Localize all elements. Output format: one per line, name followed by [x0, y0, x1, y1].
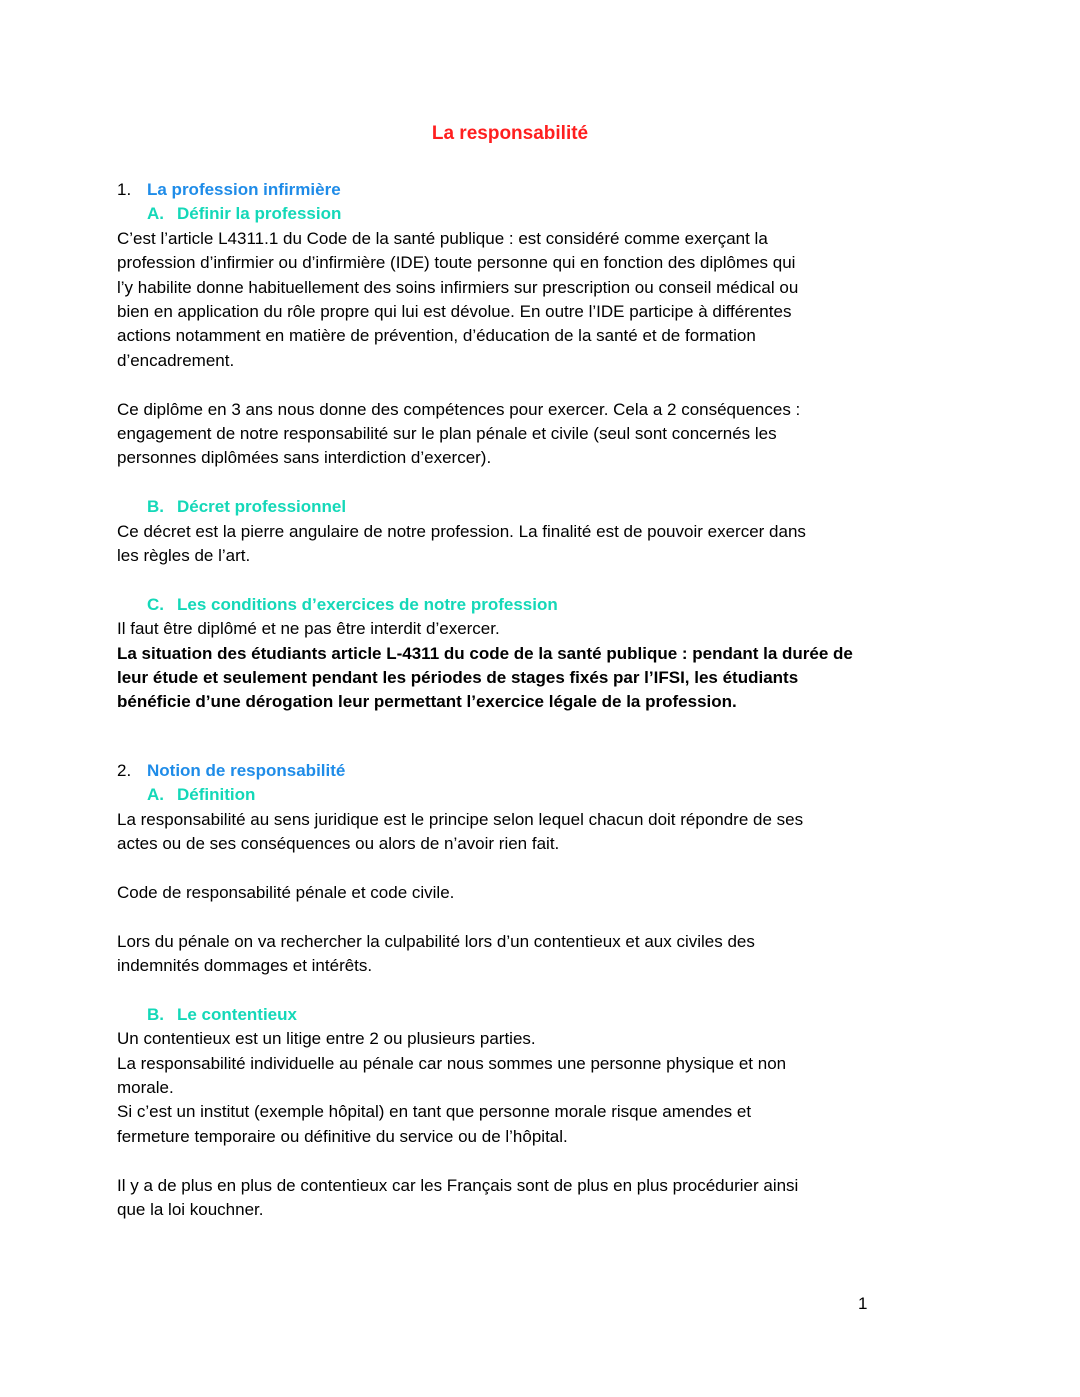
paragraph-line: Il y a de plus en plus de contentieux car les Français sont de plus en plus procédurier ainsi: [117, 1175, 799, 1195]
section-heading-1: [117, 178, 877, 202]
paragraph-line: personnes diplômées sans interdiction d’exercer).: [117, 448, 492, 468]
paragraph-line: profession d’infirmier ou d’infirmière (IDE) toute personne qui en fonction des diplômes qui: [117, 253, 796, 273]
paragraph-line: Code de responsabilité pénale et code civile.: [117, 882, 455, 902]
paragraph-line: morale.: [117, 1078, 174, 1098]
subsection-letter: A.: [147, 785, 164, 805]
paragraph-line: fermeture temporaire ou définitive du service ou de l’hôpital.: [117, 1126, 568, 1146]
paragraph-line: La responsabilité au sens juridique est le principe selon lequel chacun doit répondre de ses: [117, 809, 804, 829]
paragraph-line: engagement de notre responsabilité sur le plan pénale et civile (seul sont concernés les: [117, 424, 777, 444]
paragraph-line: Ce décret est la pierre angulaire de notre profession. La finalité est de pouvoir exercer dans: [117, 521, 806, 541]
spacer: [117, 856, 877, 880]
paragraph-line: l’y habilite donne habituellement des soins infirmiers sur prescription ou conseil médical ou: [117, 277, 799, 297]
spacer: [117, 905, 877, 929]
paragraph-line: Il faut être diplômé et ne pas être interdit d’exercer.: [117, 619, 500, 639]
subsection-title: Les conditions d’exercices de notre profession: [177, 594, 558, 614]
subsection-heading-1b: [117, 495, 877, 519]
subsection-letter: B.: [147, 497, 164, 517]
subsection-heading-1c: [117, 593, 877, 617]
subsection-title: Définition: [177, 785, 256, 805]
spacer: [117, 978, 877, 1002]
subsection-heading-2b: [117, 1003, 877, 1027]
subsection-title: Définir la profession: [177, 204, 342, 224]
section-heading-2: [117, 759, 877, 783]
paragraph-line: Lors du pénale on va rechercher la culpabilité lors d’un contentieux et aux civiles des: [117, 931, 755, 951]
paragraph-line: d’encadrement.: [117, 350, 235, 370]
section-number: 2.: [117, 760, 132, 780]
subsection-heading-1a: [117, 202, 877, 226]
paragraph-line: les règles de l’art.: [117, 546, 251, 566]
spacer: [117, 1149, 877, 1173]
spacer: [117, 568, 877, 592]
section-title: Notion de responsabilité: [147, 760, 346, 780]
paragraph-line: Ce diplôme en 3 ans nous donne des compétences pour exercer. Cela a 2 conséquences :: [117, 399, 801, 419]
paragraph-line: actes ou de ses conséquences ou alors de n’avoir rien fait.: [117, 834, 560, 854]
spacer: [117, 373, 877, 397]
paragraph-line: C’est l’article L4311.1 du Code de la santé publique : est considéré comme exerçant la: [117, 228, 768, 248]
paragraph-line: bien en application du rôle propre qui lui est dévolue. En outre l’IDE participe à différentes: [117, 302, 792, 321]
paragraph-line: indemnités dommages et intérêts.: [117, 956, 373, 976]
page-number: 1: [858, 1294, 868, 1313]
subsection-title: Décret professionnel: [177, 497, 347, 517]
subsection-heading-2a: [117, 783, 877, 807]
paragraph-line: actions notamment en matière de prévention, d’éducation de la santé et de formation: [117, 326, 756, 346]
subsection-letter: A.: [147, 204, 164, 224]
paragraph-line: Si c’est un institut (exemple hôpital) en tant que personne morale risque amendes et: [117, 1102, 752, 1122]
bold-paragraph-line: leur étude et seulement pendant les périodes de stages fixés par l’IFSI, les étudiants: [117, 668, 799, 688]
paragraph-line: La responsabilité individuelle au pénale car nous sommes une personne physique et non: [117, 1053, 787, 1073]
page-title: La responsabilité: [431, 123, 589, 144]
bold-paragraph-line: bénéficie d’une dérogation leur permettant l’exercice légale de la profession.: [117, 692, 737, 712]
bold-paragraph-line: La situation des étudiants article L-4311 du code de la santé publique : pendant la durée de: [117, 643, 853, 663]
spacer: [117, 471, 877, 495]
document-content: [117, 120, 877, 1222]
paragraph-line: que la loi kouchner.: [117, 1200, 264, 1220]
subsection-letter: B.: [147, 1004, 164, 1024]
subsection-title: Le contentieux: [177, 1004, 297, 1024]
paragraph-line: Un contentieux est un litige entre 2 ou plusieurs parties.: [117, 1029, 536, 1049]
spacer: [117, 715, 877, 759]
subsection-letter: C.: [147, 594, 164, 614]
section-number: 1.: [117, 180, 132, 199]
section-title: La profession infirmière: [147, 180, 341, 199]
